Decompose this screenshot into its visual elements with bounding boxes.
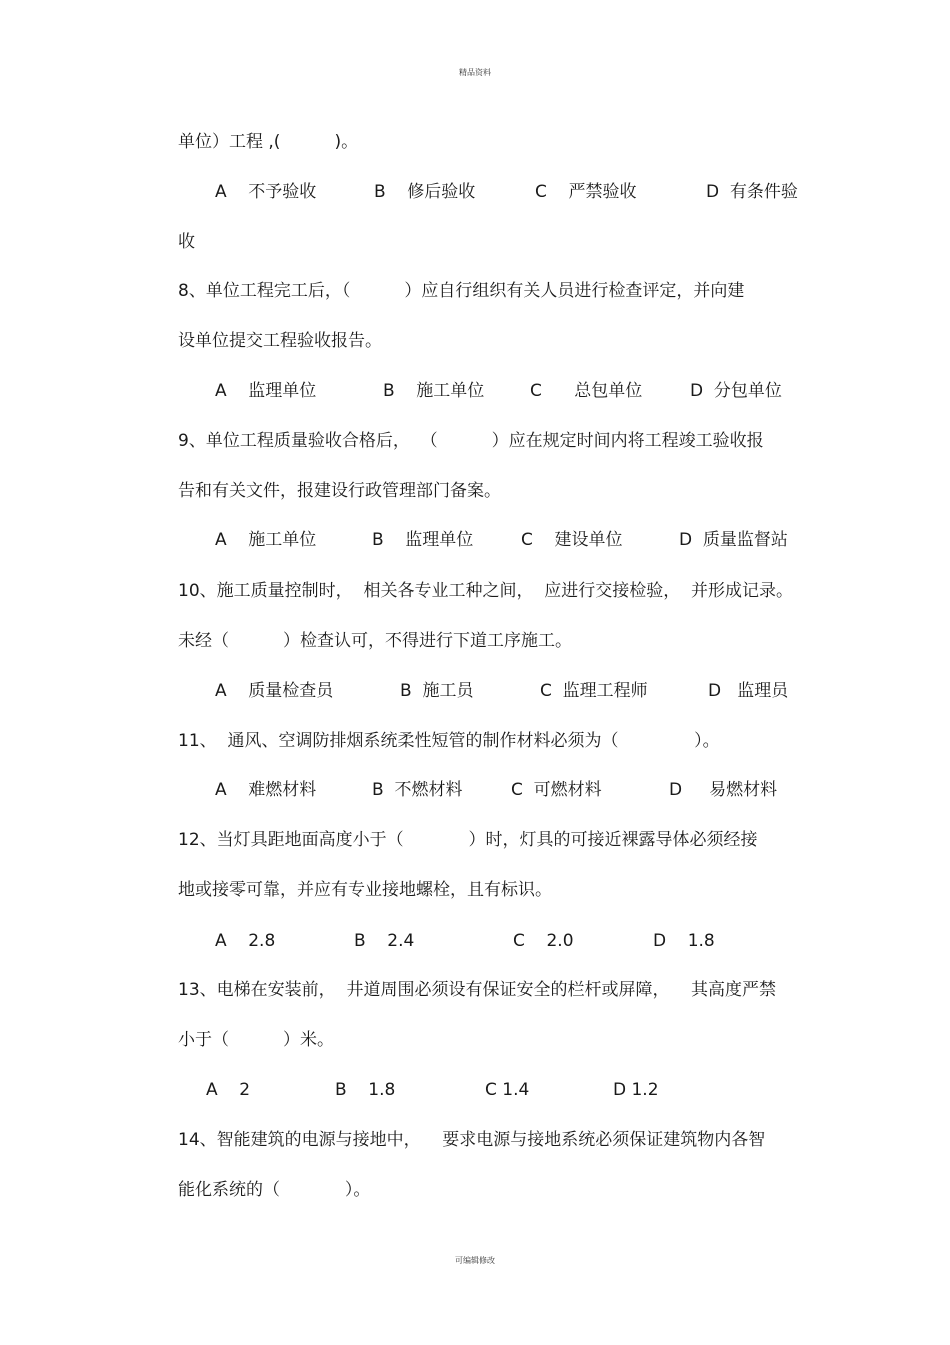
q8-option-d: D 分包单位 bbox=[690, 381, 782, 401]
q8-option-b: B 施工单位 bbox=[383, 381, 485, 401]
question-11: 11、 通风、空调防排烟系统柔性短管的制作材料必须为（ ）。 bbox=[178, 731, 720, 751]
question-9-line-2: 告和有关文件，报建设行政管理部门备案。 bbox=[178, 481, 501, 501]
page-header: 精品资料 bbox=[459, 68, 491, 77]
q7-option-c: C 严禁验收 bbox=[535, 182, 637, 202]
q8-option-a: A 监理单位 bbox=[215, 381, 317, 401]
q13-option-b: B 1.8 bbox=[335, 1080, 396, 1100]
q10-option-d: D 监理员 bbox=[708, 681, 789, 701]
question-12-line-1: 12、当灯具距地面高度小于（ ）时，灯具的可接近裸露导体必须经接 bbox=[178, 830, 758, 850]
q9-option-b: B 监理单位 bbox=[372, 530, 474, 550]
question-13-line-2: 小于（ ）米。 bbox=[178, 1030, 335, 1050]
q13-option-c: C 1.4 bbox=[485, 1080, 530, 1100]
q9-option-c: C 建设单位 bbox=[521, 530, 623, 550]
question-14-line-1: 14、智能建筑的电源与接地中， 要求电源与接地系统必须保证建筑物内各智 bbox=[178, 1130, 766, 1150]
q12-option-b: B 2.4 bbox=[354, 931, 415, 951]
q13-option-a: A 2 bbox=[206, 1080, 251, 1100]
q12-option-d: D 1.8 bbox=[653, 931, 715, 951]
q12-option-a: A 2.8 bbox=[215, 931, 276, 951]
q7-option-d-wrap: 收 bbox=[178, 232, 195, 252]
q10-option-a: A 质量检查员 bbox=[215, 681, 334, 701]
question-8-line-1: 8、单位工程完工后，（ ）应自行组织有关人员进行检查评定，并向建 bbox=[178, 281, 745, 301]
q9-option-d: D 质量监督站 bbox=[679, 530, 788, 550]
q12-option-c: C 2.0 bbox=[513, 931, 574, 951]
q11-option-d: D 易燃材料 bbox=[669, 780, 778, 800]
question-7-continuation: 单位）工程 ,( )。 bbox=[178, 132, 359, 152]
question-10-line-1: 10、施工质量控制时， 相关各专业工种之间， 应进行交接检验， 并形成记录。 bbox=[178, 581, 794, 601]
q8-option-c: C 总包单位 bbox=[530, 381, 643, 401]
question-8-line-2: 设单位提交工程验收报告。 bbox=[178, 331, 382, 351]
question-12-line-2: 地或接零可靠，并应有专业接地螺栓，且有标识。 bbox=[178, 880, 552, 900]
q11-option-c: C 可燃材料 bbox=[511, 780, 602, 800]
question-13-line-1: 13、电梯在安装前， 井道周围必须设有保证安全的栏杆或屏障， 其高度严禁 bbox=[178, 980, 777, 1000]
q7-option-b: B 修后验收 bbox=[374, 182, 476, 202]
q7-option-d: D 有条件验 bbox=[706, 182, 798, 202]
question-10-line-2: 未经（ ）检查认可，不得进行下道工序施工。 bbox=[178, 631, 573, 651]
q13-option-d: D 1.2 bbox=[613, 1080, 659, 1100]
q9-option-a: A 施工单位 bbox=[215, 530, 317, 550]
question-14-line-2: 能化系统的（ ）。 bbox=[178, 1180, 371, 1200]
q11-option-b: B 不燃材料 bbox=[372, 780, 463, 800]
page-footer: 可编辑修改 bbox=[455, 1256, 495, 1265]
q10-option-b: B 施工员 bbox=[400, 681, 474, 701]
q7-option-a: A 不予验收 bbox=[215, 182, 317, 202]
q11-option-a: A 难燃材料 bbox=[215, 780, 317, 800]
q10-option-c: C 监理工程师 bbox=[540, 681, 648, 701]
question-9-line-1: 9、单位工程质量验收合格后， （ ）应在规定时间内将工程竣工验收报 bbox=[178, 431, 764, 451]
